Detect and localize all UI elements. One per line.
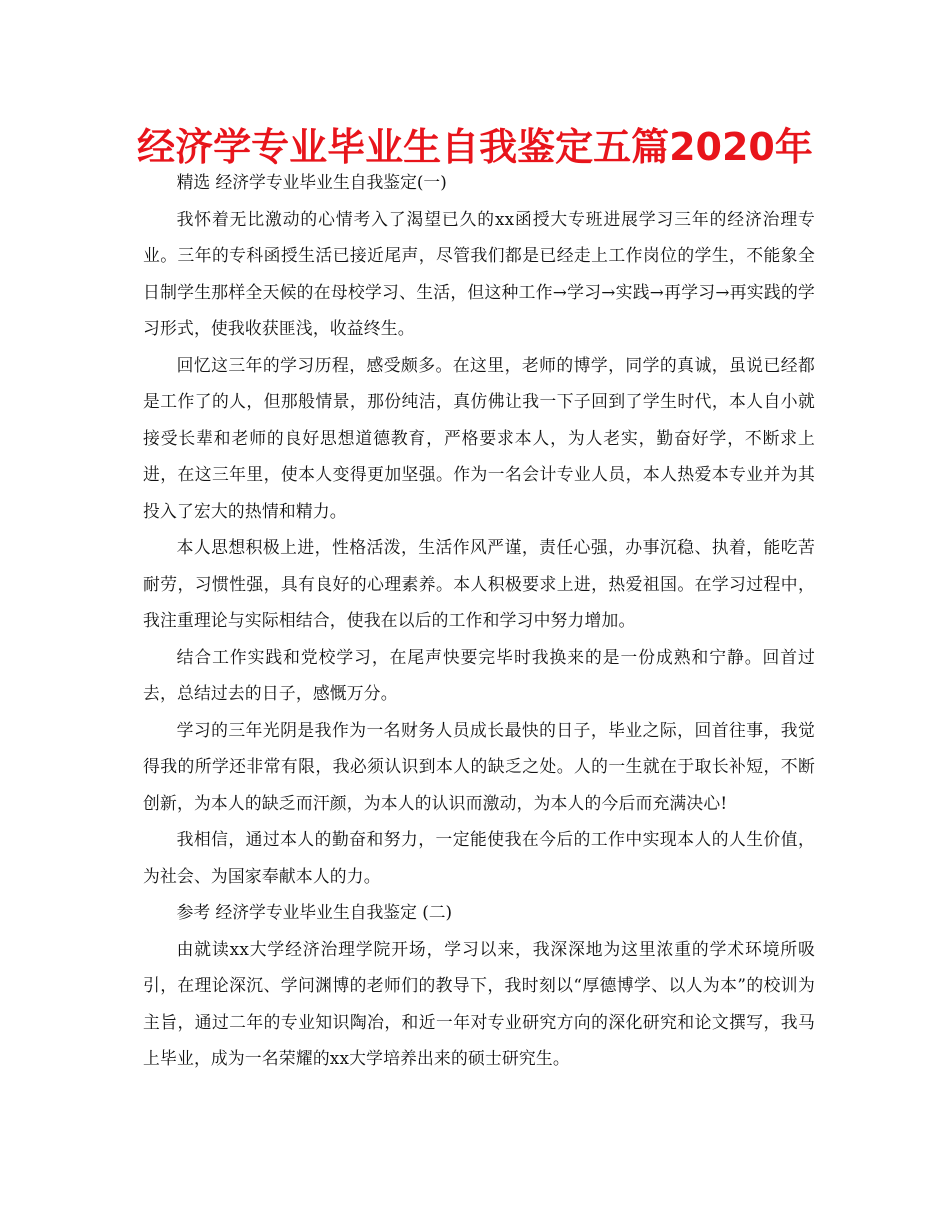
section-heading: 参考 经济学专业毕业生自我鉴定 (二) bbox=[176, 902, 453, 922]
paragraph: 由就读xx大学经济治理学院开场，学习以来，我深深地为这里浓重的学术环境所吸引，在理论深沉、学问渊博的老师们的教导下，我时刻以“厚德博学、以人为本”的校训为主旨，通过二年的专业知识陶冶，和近一年对专业研究方向的深化研究和论文撰写，我马上毕业，成为一名荣耀的xx大学培养出来的硕士研究生。 bbox=[143, 938, 815, 1068]
paragraph: 学习的三年光阴是我作为一名财务人员成长最快的日子，毕业之际，回首往事，我觉得我的所学还非常有限，我必须认识到本人的缺乏之处。人的一生就在于取长补短，不断创新，为本人的缺乏而汗颜，为本人的认识而激动，为本人的今后而充满决心! bbox=[143, 719, 815, 813]
document-title: 经济学专业毕业生自我鉴定五篇2020年 bbox=[137, 125, 813, 169]
document-body bbox=[143, 164, 815, 1077]
paragraph: 本人思想积极上进，性格活泼，生活作风严谨，责任心强，办事沉稳、执着，能吃苦耐劳，习惯性强，具有良好的心理素养。本人积极要求上进，热爱祖国。在学习过程中，我注重理论与实际相结合，使我在以后的工作和学习中努力增加。 bbox=[143, 537, 815, 630]
section-heading: 精选 经济学专业毕业生自我鉴定(一) bbox=[176, 172, 447, 192]
paragraph: 结合工作实践和党校学习，在尾声快要完毕时我换来的是一份成熟和宁静。回首过去，总结过去的日子，感慨万分。 bbox=[143, 646, 815, 703]
paragraph: 我怀着无比激动的心情考入了渴望已久的xx函授大专班进展学习三年的经济治理专业。三年的专科函授生活已接近尾声，尽管我们都是已经走上工作岗位的学生，不能象全日制学生那样全天候的在母校学习、生活，但这种工作→学习→实践→再学习→再实践的学习形式，使我收获匪浅，收益终生。 bbox=[143, 208, 815, 338]
paragraph: 回忆这三年的学习历程，感受颇多。在这里，老师的博学，同学的真诚，虽说已经都是工作了的人，但那般情景，那份纯洁，真仿佛让我一下子回到了学生时代，本人自小就接受长辈和老师的良好思想道德教育，严格要求本人，为人老实，勤奋好学，不断求上进，在这三年里，使本人变得更加坚强。作为一名会计专业人员，本人热爱本专业并为其投入了宏大的热情和精力。 bbox=[143, 354, 815, 521]
paragraph: 我相信，通过本人的勤奋和努力，一定能使我在今后的工作中实现本人的人生价值，为社会、为国家奉献本人的力。 bbox=[143, 829, 815, 886]
